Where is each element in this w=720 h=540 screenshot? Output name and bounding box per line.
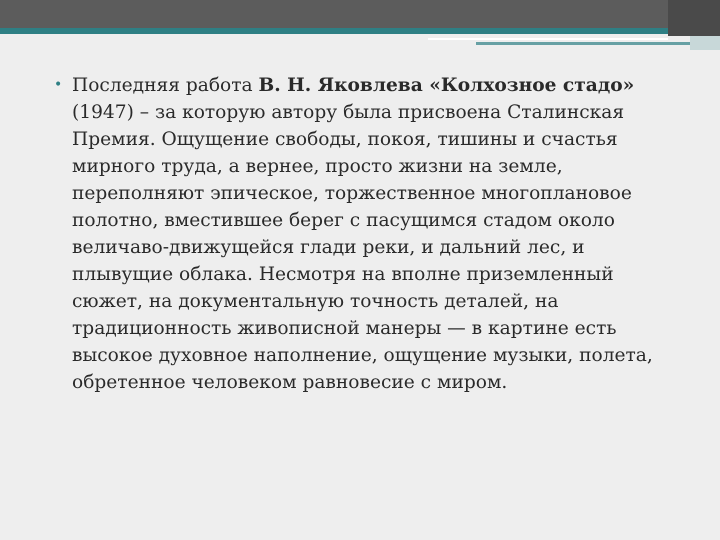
slide-body (54, 72, 684, 396)
paragraph-intro: Последняя работа (72, 75, 259, 96)
corner-block (668, 0, 720, 36)
decorative-line (476, 42, 720, 45)
header-band (0, 0, 720, 30)
painting-title: В. Н. Яковлева «Колхозное стадо» (258, 75, 635, 96)
bullet-paragraph (54, 72, 684, 396)
decorative-line (428, 38, 668, 40)
bullet-dot-icon: • (54, 77, 63, 93)
accent-strip (0, 28, 720, 34)
paragraph-body: (1947) – за которую автору была присвоена Сталинская Премия. Ощущение свободы, покоя, тишины и счастья мирного труда, а вернее, просто жизни на земле, переполняют эпическое, торжественное многоплановое полотно, вместившее берег с пасущимся стадом около величаво-движущейся глади реки, и дальний лес, и плывущие облака. Несмотря на вполне приземленный сюжет, на документальную точность деталей, на традиционность живописной манеры — в картине есть высокое духовное наполнение, ощущение музыки, полета, обретенное человеком равновесие с миром. (72, 102, 653, 393)
decorative-block (690, 36, 720, 50)
